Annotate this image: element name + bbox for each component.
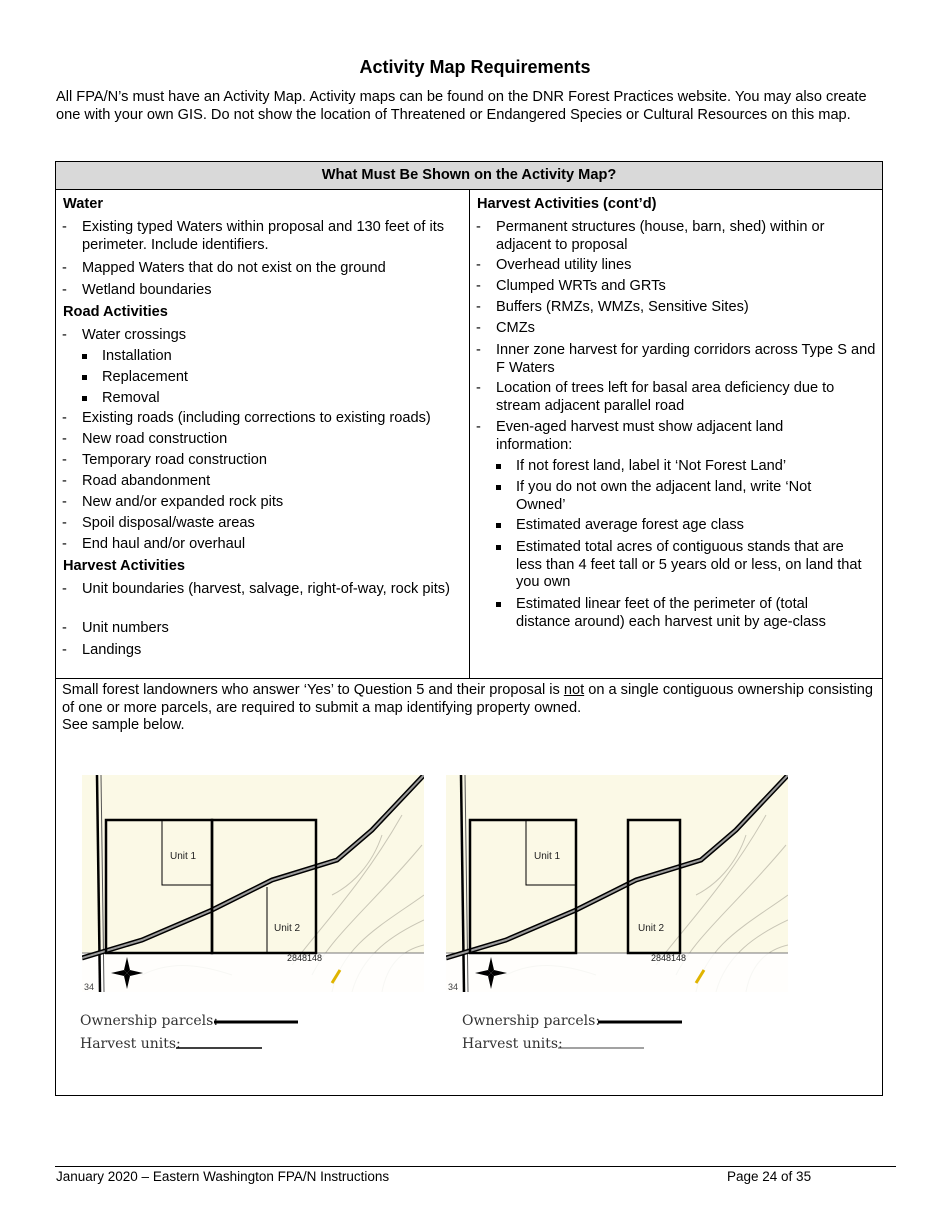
table-columns <box>56 190 882 679</box>
ownership-line-icon <box>598 1019 684 1025</box>
legend-ownership-label: Ownership parcels: <box>80 1013 219 1029</box>
legend-ownership-label: Ownership parcels: <box>462 1013 601 1029</box>
footer-left: January 2020 – Eastern Washington FPA/N Instructions <box>56 1169 390 1184</box>
legend-harvest-label: Harvest units: <box>462 1036 563 1052</box>
unit1-label: Unit 1 <box>534 851 561 862</box>
parcel-number: 2848148 <box>651 953 687 963</box>
harvest-line-icon <box>558 1042 646 1054</box>
footer-divider <box>55 1166 896 1167</box>
parcel-number: 2848148 <box>287 953 323 963</box>
sample-map-one <box>82 775 424 992</box>
left-column: Water - Existing typed Waters within proposal and 130 feet of its perimeter. Include identifiers. - Mapped Waters that do not exist on the ground - Wetland boundaries Road Activities - Water crossings Installation Replacement Removal - Existing roads (including corrections to existing roads) - New road construction - Temporary road construction - Road abandonment - New and/or expanded rock pits - Spoil disposal/waste areas - End haul and/or overhaul Harvest Activities - Unit boundaries (harvest, salvage, right-of-way, rock pits) - Unit numbers - Landings <box>56 190 470 678</box>
intro-paragraph: All FPA/N’s must have an Activity Map. Activity maps can be found on the DNR Forest Practices website. You may also create one with your own GIS. Do not show the location of Threatened or Endangered Species or Cultural Resources on this map. <box>56 89 867 123</box>
legend-harvest-label: Harvest units: <box>80 1036 181 1052</box>
unit2-label: Unit 2 <box>274 923 301 934</box>
section-water-title: Water <box>63 196 104 212</box>
section-number: 34 <box>448 982 459 992</box>
requirements-table <box>55 161 883 1096</box>
section-road-title: Road Activities <box>63 304 168 320</box>
sample-map-two <box>446 775 788 992</box>
page-title: Activity Map Requirements <box>359 57 591 77</box>
page-number: Page 24 of 35 <box>727 1169 812 1184</box>
right-column: Harvest Activities (cont’d) - Permanent structures (house, barn, shed) within or adjacent to proposal - Overhead utility lines - Clumped WRTs and GRTs - Buffers (RMZs, WMZs, Sensitive Sites) - CMZs - Inner zone harvest for yarding corridors across Type S and F Waters - Location of trees left for basal area deficiency due to stream adjacent parallel road - Even-aged harvest must show adjacent land information: If not forest land, label it ‘Not Forest Land’ If you do not own the adjacent land, write ‘Not Owned’ Estimated average forest age class Estimated total acres of contiguous stands that are less than 4 feet tall or 5 years old or less, on land that you own Estimated linear feet of the perimeter of (total distance around) each harvest unit by age-class <box>476 196 876 630</box>
harvest-line-icon <box>176 1042 264 1054</box>
section-harvest-contd-title: Harvest Activities (cont’d) <box>477 196 657 212</box>
unit1-label: Unit 1 <box>170 851 197 862</box>
ownership-note: Small forest landowners who answer ‘Yes’ to Question 5 and their proposal is not on a single contiguous ownership consisting of one or more parcels, are required to submit a map identifying property owned. See sample below. <box>62 682 873 733</box>
table-header: What Must Be Shown on the Activity Map? <box>56 162 882 190</box>
section-number: 34 <box>84 982 95 992</box>
ownership-line-icon <box>214 1019 300 1025</box>
see-sample-text: See sample below. <box>62 717 185 733</box>
unit2-label: Unit 2 <box>638 923 665 934</box>
section-harvest-title: Harvest Activities <box>63 558 185 574</box>
